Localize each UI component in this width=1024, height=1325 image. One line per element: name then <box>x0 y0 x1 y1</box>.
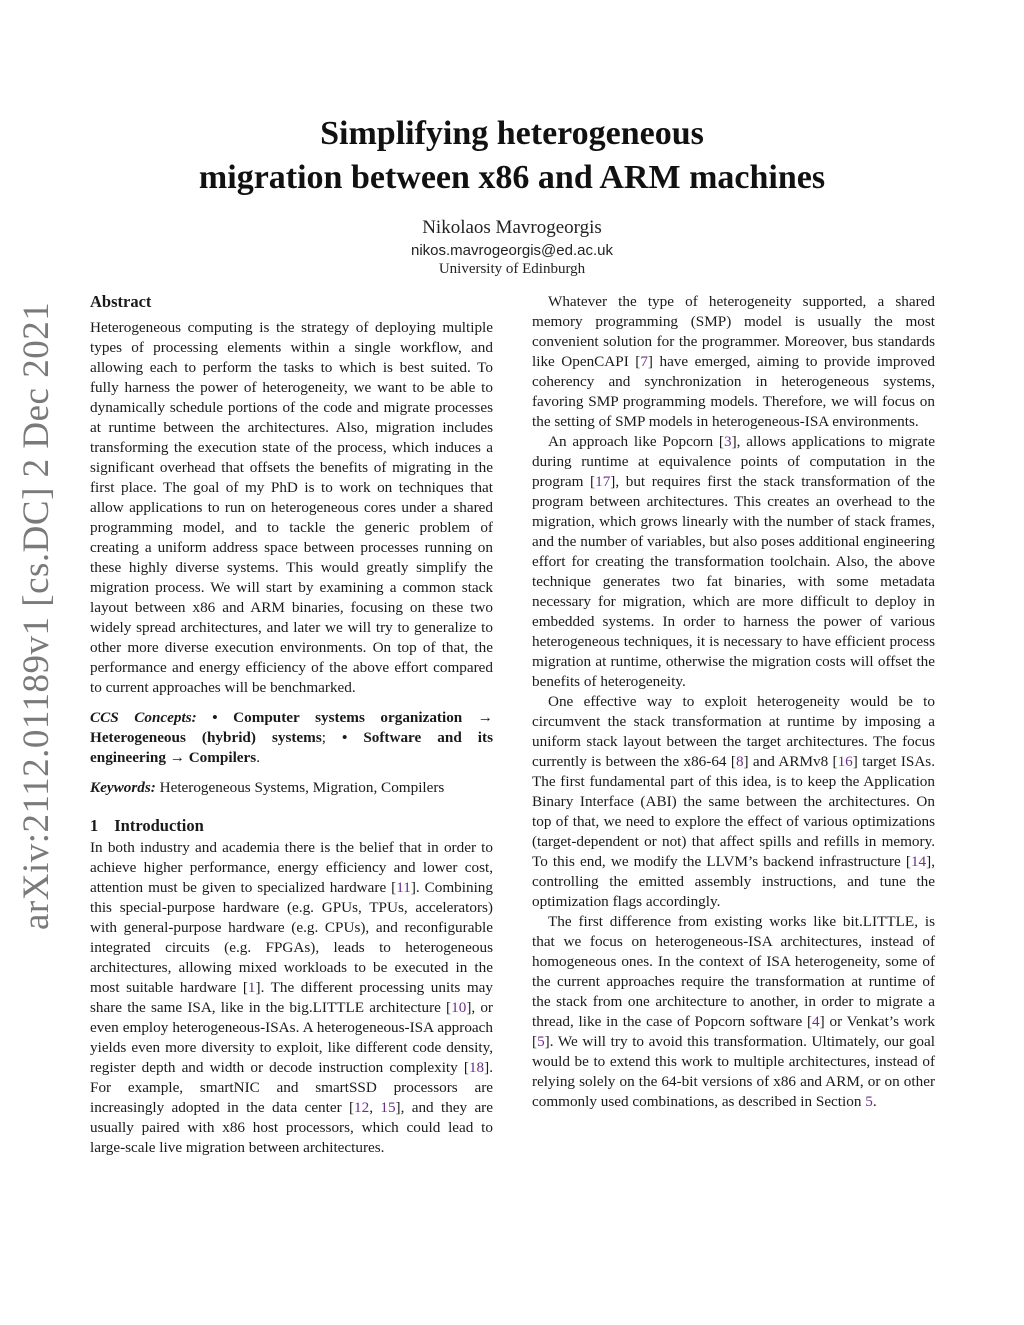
intro-heading <box>90 816 493 836</box>
paragraph-differences: The first difference from existing works like bit.LITTLE, is that we focus on heterogeneous-ISA architectures, instead of homogeneous ones. In the context of ISA heterogeneity, some of the current approaches require the transformation at runtime of the stack from one architecture to another, in order to migrate a thread, like in the case of Popcorn software [4] or Venkat’s work [5]. We will try to avoid this transformation. Ultimately, our goal would be to extend this work to multiple architectures, instead of relying solely on the 64-bit versions of x86 and ARM, or on other commonly used combinations, as described in Section 5. <box>532 913 935 1110</box>
arxiv-stamp: arXiv:2112.01189v1 [cs.DC] 2 Dec 2021 <box>16 301 57 930</box>
paragraph-smp: Whatever the type of heterogeneity supported, a shared memory programming (SMP) model is usually the most convenient solution for the programmer. Moreover, bus standards like OpenCAPI [7] have emerged, aiming to provide improved coherency and synchronization in heterogeneous systems, favoring SMP programming models. Therefore, we will focus on the setting of SMP models in heterogeneous-ISA environments. <box>532 293 935 430</box>
ccs-item-1: • Computer systems organization → Heterogeneous (hybrid) systems <box>90 709 493 746</box>
author-affiliation: University of Edinburgh <box>438 261 586 277</box>
ccs-separator: ; <box>321 729 342 746</box>
citation-link[interactable]: 3 <box>724 433 732 450</box>
paragraph-popcorn: An approach like Popcorn [3], allows applications to migrate during runtime at equivalence points of computation in the program [17], but requires first the stack transformation of the program between architectures. This creates an overhead to the migration, which grows linearly with the number of stack frames, and the number of variables, but also poses additional engineering effort for creating the transformation toolchain. Also, the above technique generates two fat binaries, with some metadata necessary for migration, which are more difficult to deploy in embedded systems. In order to harness the power of various heterogeneous techniques, it is necessary to have efficient process migration at runtime, otherwise the migration costs will offset the benefits of heterogeneity. <box>532 433 936 690</box>
citation-link[interactable]: 5 <box>537 1033 545 1050</box>
abstract-heading: Abstract <box>90 292 152 311</box>
citation-link[interactable]: 7 <box>640 353 648 370</box>
citation-link[interactable]: 18 <box>468 1059 485 1076</box>
keywords <box>90 778 493 798</box>
intro-paragraph: In both industry and academia there is the belief that in order to achieve higher performance, energy efficiency and lower cost, attention must be given to specialized hardware [11]. Combining this special-purpose hardware (e.g. GPUs, TPUs, accelerators) with general-purpose hardware (e.g. CPUs), and reconfigurable integrated circuits (e.g. FPGAs), leads to heterogeneous architectures, allowing mixed workloads to be executed in the most suitable hardware [1]. The different processing units may share the same ISA, like in the big.LITTLE architecture [10], or even employ heterogeneous-ISAs. A heterogeneous-ISA approach yields even more diversity to exploit, like different code density, register depth and width or decode instruction complexity [18]. For example, smartNIC and smartSSD processors are increasingly adopted in the data center [12, 15], and they are usually paired with x86 host processors, which could lead to large-scale live migration between architectures. <box>90 839 494 1156</box>
title-line-1: Simplifying heterogeneous <box>320 115 704 152</box>
citation-link[interactable]: 16 <box>837 753 853 770</box>
citation-link[interactable]: 14 <box>910 853 927 870</box>
paragraph-stack-layout: One effective way to exploit heterogeneity would be to circumvent the stack transformation at runtime by imposing a uniform stack layout between the target architectures. The focus currently is between the x86-64 [8] and ARMv8 [16] target ISAs. The first fundamental part of this idea, is to keep the Application Binary Interface (ABI) the same between the architectures. On top of that, we need to explore the effect of various optimizations (target-dependent or not) that affect spills and refills in memory. To this end, we modify the LLVM’s backend infrastructure [14], controlling the emitted assembly instructions, and tune the optimization flags accordingly. <box>532 693 935 910</box>
citation-link[interactable]: 15 <box>380 1099 396 1116</box>
citation-link[interactable]: 8 <box>735 753 744 770</box>
citation-link[interactable]: 11 <box>396 879 411 896</box>
paper-title <box>100 112 924 200</box>
title-line-2: migration between x86 and ARM machines <box>198 159 826 196</box>
keywords-text: Heterogeneous Systems, Migration, Compilers <box>155 779 445 796</box>
section-link[interactable]: 5 <box>865 1093 873 1110</box>
ccs-label: CCS Concepts: <box>90 709 197 726</box>
ccs-concepts <box>90 708 493 768</box>
section-title: Introduction <box>114 816 204 835</box>
section-number: 1 <box>90 816 99 835</box>
keywords-label: Keywords: <box>90 779 156 796</box>
citation-link[interactable]: 17 <box>595 473 611 490</box>
author-email[interactable]: nikos.mavrogeorgis@ed.ac.uk <box>411 242 613 259</box>
citation-link[interactable]: 10 <box>451 999 467 1016</box>
ccs-end: . <box>256 749 260 766</box>
left-column <box>90 292 493 1158</box>
ccs-item-2: • Software and its engineering → Compilers <box>90 729 493 766</box>
author-name: Nikolaos Mavrogeorgis <box>422 217 602 238</box>
abstract-text: Heterogeneous computing is the strategy of deploying multiple types of processing elements within a single workflow, and allowing each to perform the tasks to which is best suited. To fully harness the power of heterogeneity, we want to be able to dynamically schedule portions of the code and migrate processes at runtime between the architectures. Also, migration includes transforming the execution state of the process, which induces a significant overhead that offsets the benefits of migrating in the first place. The goal of my PhD is to work on techniques that allow applications to run on heterogeneous cores under a shared programming model, and to tackle the generic problem of creating a uniform address space between processes running on these highly diverse systems. This would greatly simplify the migration process. We will start by examining a common stack layout between x86 and ARM binaries, focusing on these two widely spread architectures, and later we will try to generalize to other more diverse execution environments. On top of that, the performance and energy efficiency of the above effort compared to current approaches will be benchmarked. <box>90 319 493 696</box>
citation-link[interactable]: 1 <box>247 979 256 996</box>
citation-link[interactable]: 12 <box>354 1099 370 1116</box>
right-column <box>532 292 935 1112</box>
citation-link[interactable]: 4 <box>812 1013 820 1030</box>
